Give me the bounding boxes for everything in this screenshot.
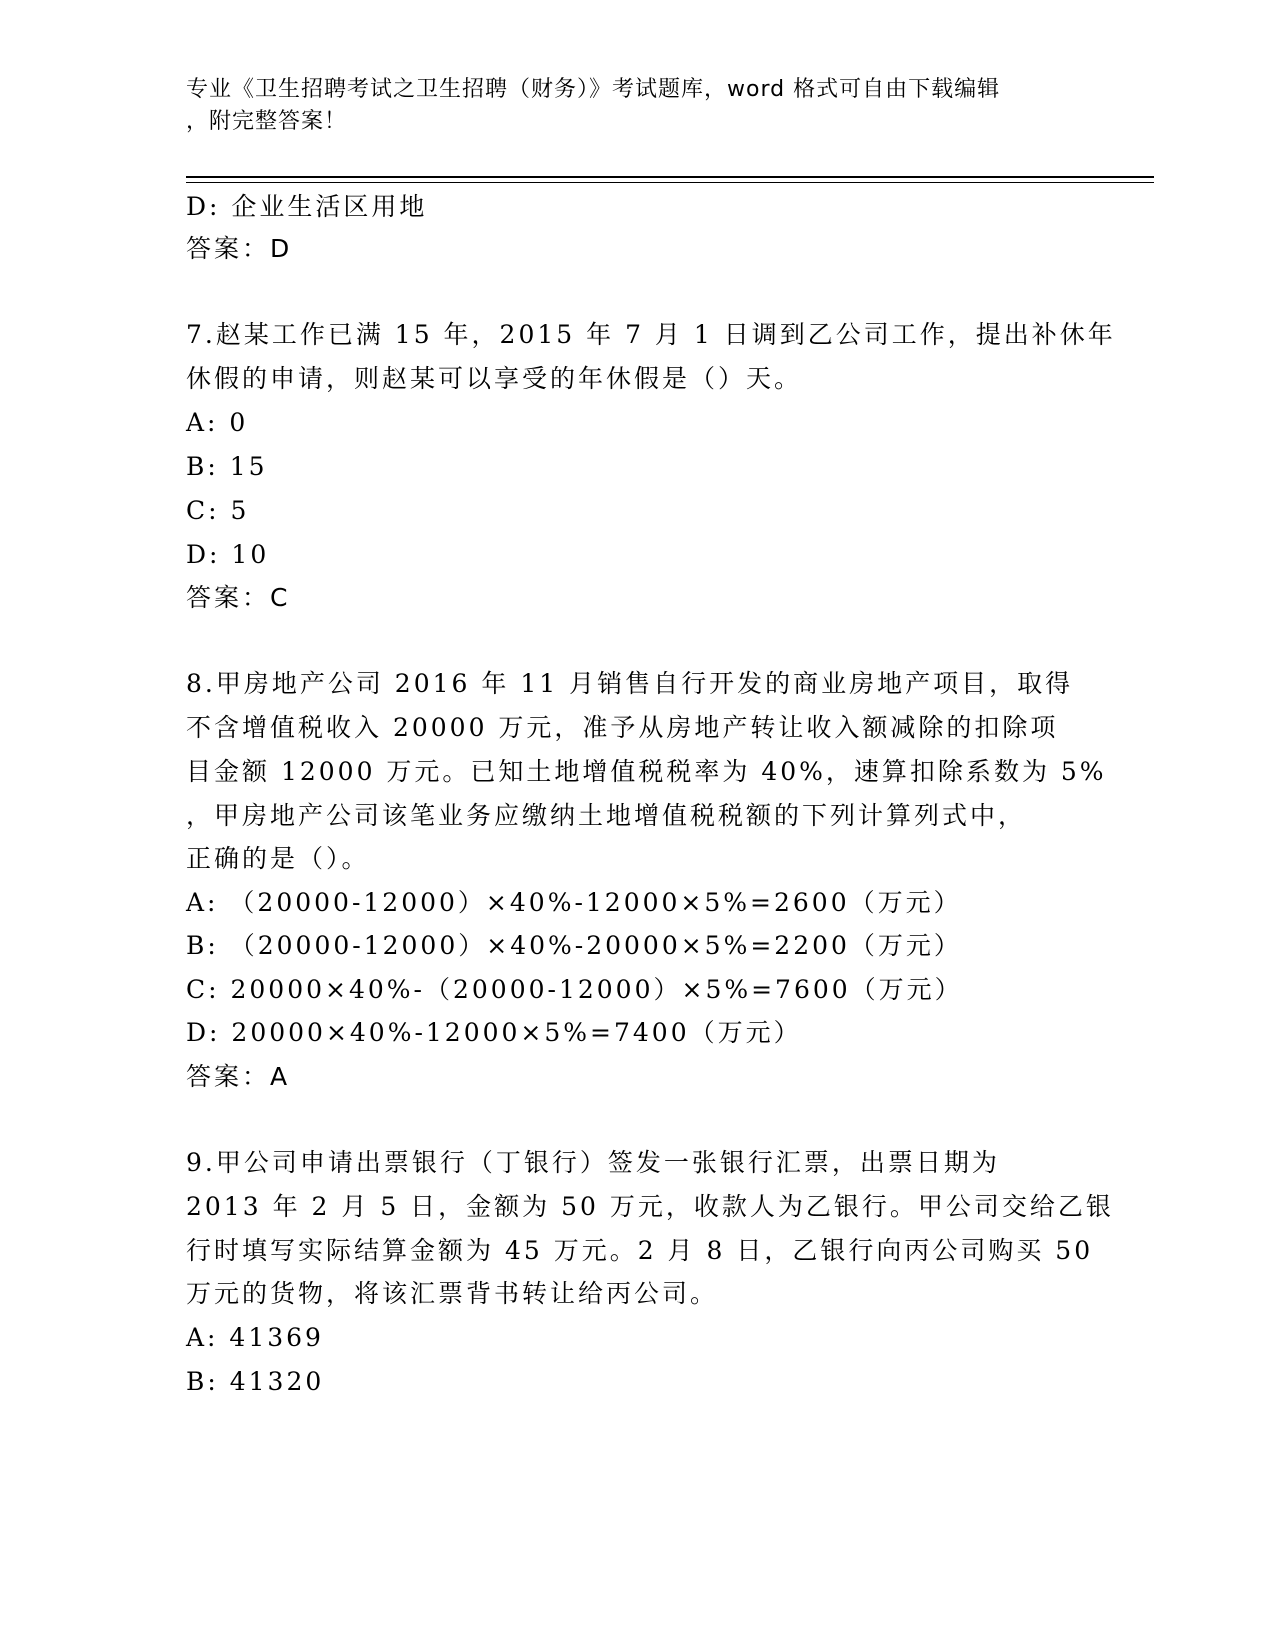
q9-stem-line-2: 2013 年 2 月 5 日，金额为 50 万元，收款人为乙银行。甲公司交给乙银 — [186, 1192, 1114, 1221]
q7-option-c: C: 5 — [186, 496, 250, 525]
q9-stem-line-4: 万元的货物，将该汇票背书转让给丙公司。 — [186, 1279, 719, 1308]
q9-option-b: B: 41320 — [186, 1367, 325, 1396]
header-line-1: 专业《卫生招聘考试之卫生招聘（财务）》考试题库，word 格式可自由下载编辑 — [186, 77, 1001, 102]
q9-stem-line-3: 行时填写实际结算金额为 45 万元。2 月 8 日，乙银行向丙公司购买 50 — [186, 1236, 1094, 1265]
q7-stem-line-2: 休假的申请，则赵某可以享受的年休假是（）天。 — [186, 364, 803, 393]
q8-stem-line-5: 正确的是（）。 — [186, 844, 370, 873]
q7-answer: 答案：C — [186, 583, 291, 612]
q9-stem-line-1: 9.甲公司申请出票银行（丁银行）签发一张银行汇票，出票日期为 — [186, 1148, 1000, 1177]
q8-answer: 答案：A — [186, 1062, 291, 1091]
q8-stem-line-2: 不含增值税收入 20000 万元，准予从房地产转让收入额减除的扣除项 — [186, 713, 1059, 742]
header-line-2: ，附完整答案！ — [186, 109, 348, 134]
q8-stem-line-4: ，甲房地产公司该笔业务应缴纳土地增值税税额的下列计算列式中， — [186, 801, 1027, 830]
q8-option-b: B: （20000-12000）×40%-20000×5%=2200（万元） — [186, 931, 962, 960]
header-rule-thin — [186, 182, 1154, 183]
q8-stem-line-3: 目金额 12000 万元。已知土地增值税税率为 40%，速算扣除系数为 5% — [186, 757, 1107, 786]
q7-option-a: A: 0 — [186, 408, 249, 437]
page-header — [186, 74, 1066, 138]
q8-option-c: C: 20000×40%-（20000-12000）×5%=7600（万元） — [186, 975, 963, 1004]
q9-option-a: A: 41369 — [186, 1323, 324, 1352]
q8-option-a: A: （20000-12000）×40%-12000×5%=2600（万元） — [186, 888, 962, 917]
prev-answer: 答案：D — [186, 234, 293, 263]
q7-option-d: D: 10 — [186, 540, 270, 569]
prev-option-d: D: 企业生活区用地 — [186, 192, 428, 221]
q7-option-b: B: 15 — [186, 452, 268, 481]
q8-option-d: D: 20000×40%-12000×5%=7400（万元） — [186, 1018, 802, 1047]
q7-stem-line-1: 7.赵某工作已满 15 年，2015 年 7 月 1 日调到乙公司工作，提出补休年 — [186, 320, 1116, 349]
header-rule-thick — [186, 176, 1154, 178]
q8-stem-line-1: 8.甲房地产公司 2016 年 11 月销售自行开发的商业房地产项目，取得 — [186, 669, 1074, 698]
